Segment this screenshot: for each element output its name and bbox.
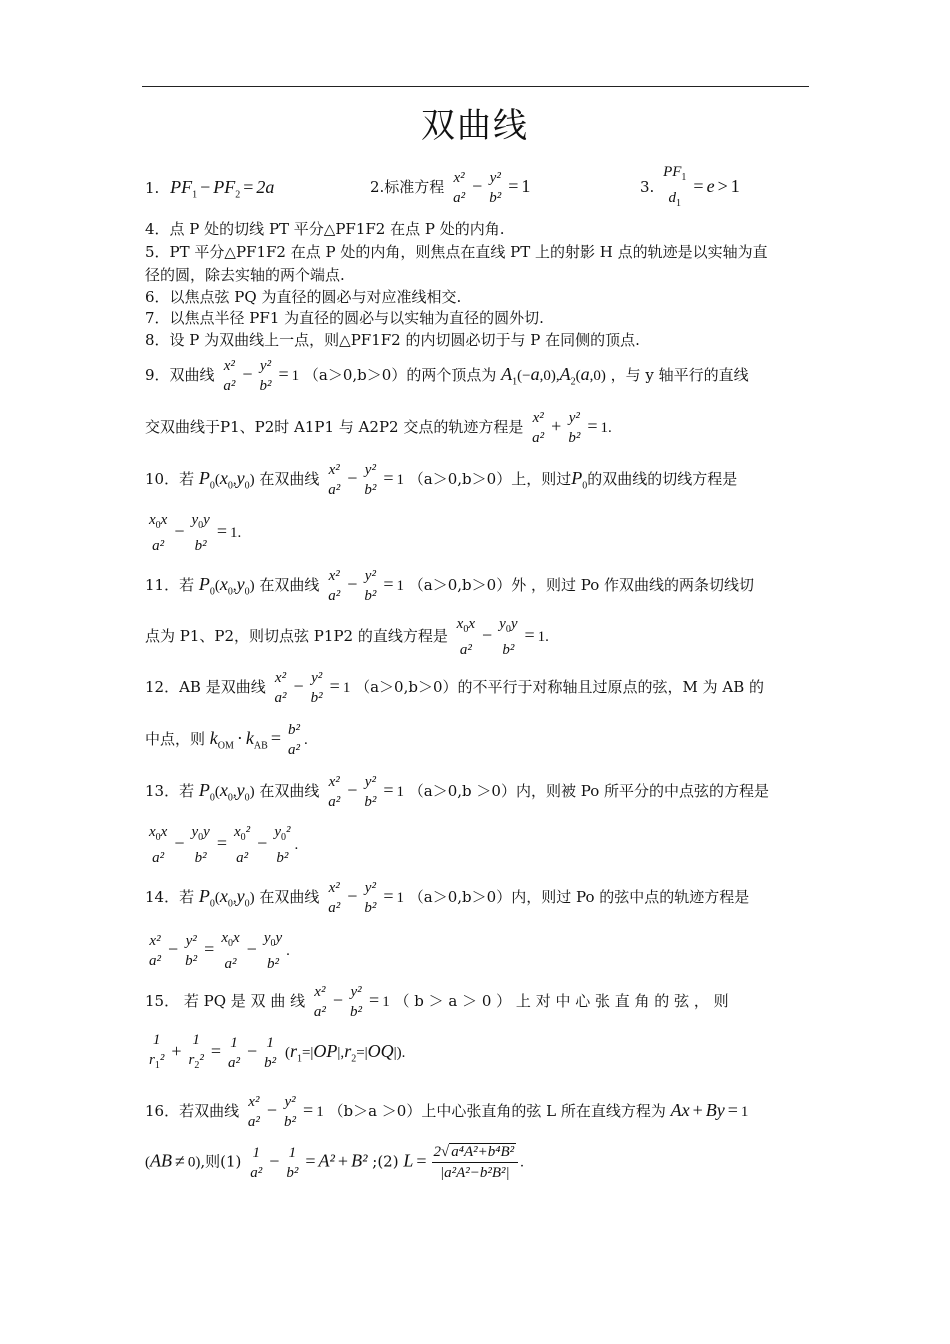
item-15-eq: 1 $r_1^2$ + 1 $r_2^2$ = 1 a² − 1 b² $(r_1=|OP|,r_2=|OQ|)$. <box>149 1032 406 1071</box>
item-5b: 径的圆，除去实轴的两个端点. <box>145 266 345 284</box>
item-10-eq: $x_0x$ a² − $y_0y$ b² = 1. <box>149 512 242 554</box>
item-4: 4．点 P 处的切线 PT 平分△PF1F2 在点 P 处的内角. <box>145 220 505 238</box>
item-11: 11．若 $P_0(x_0,y_0)$ 在双曲线 x² a² − y² b² = 1 （a＞0,b＞0）外 ，则过 Po 作双曲线的两条切线切 <box>145 568 755 604</box>
item-11b: 点为 P1、P2，则切点弦 P1P2 的直线方程是 $x_0x$ a² − $y_0y$ b² = 1. <box>145 616 549 658</box>
item-14-eq: x² a² − y² b² = $x_0x$ a² − $y_0y$ b² . <box>149 930 290 972</box>
item-16b: (AB ≠ 0),则(1) 1 a² − 1 b² = A² + B² ;(2) L = $\frac{\text{2√ a⁴A²+b⁴B²}}{\text{|a²A²−b²B²|}}$ . <box>145 1144 524 1181</box>
item-12: 12．AB 是双曲线 x² a² − y² b² = 1 （a＞0,b＞0）的不平行于对称轴且过原点的弦，M 为 AB 的 <box>145 670 765 706</box>
item-2: 2.标准方程 x² a² − y² b² = 1 <box>370 170 531 206</box>
item-9b: 交双曲线于P1、P2时 A1P1 与 A2P2 交点的轨迹方程是 x² a² + y² b² = 1. <box>145 410 612 446</box>
item-13-eq: $x_0x$ a² − $y_0y$ b² = $x_0^2$ a² − $y_0^2$ b² . <box>149 824 299 866</box>
item-3: 3. $PF_1$ $d_1$ = e > 1 <box>640 164 740 209</box>
item-5a: 5．PT 平分△PF1F2 在点 P 处的内角，则焦点在直线 PT 上的射影 H 点的轨迹是以实轴为直 <box>145 243 768 261</box>
item-9a: 9．双曲线 x² a² − y² b² = 1 （a＞0,b＞0）的两个顶点为 $A_1(-a,0),A_2(a,0)$ ，与 y 轴平行的直线 <box>145 358 749 394</box>
item-14: 14．若 $P_0(x_0,y_0)$ 在双曲线 x² a² − y² b² = 1 （a＞0,b＞0）内，则过 Po 的弦中点的轨迹方程是 <box>145 880 750 916</box>
item-7: 7．以焦点半径 PF1 为直径的圆必与以实轴为直径的圆外切. <box>145 309 544 327</box>
item-16: 16．若双曲线 x² a² − y² b² = 1 （b＞a ＞0）上中心张直角的弦 L 所在直线方程为 Ax + By = 1 <box>145 1094 749 1130</box>
item-1: 1. $PF_1 - PF_2 = 2a$ <box>145 177 275 201</box>
item-12b: 中点，则 $k_{OM} \cdot k_{AB}$ = b² a² . <box>145 722 308 758</box>
item-15: 15． 若 PQ 是 双 曲 线 x² a² − y² b² = 1 （ b ＞ a ＞ 0 ） 上 对 中 心 张 直 角 的 弦 ， 则 <box>145 984 729 1020</box>
top-rule <box>142 86 809 87</box>
item-13: 13．若 $P_0(x_0,y_0)$ 在双曲线 x² a² − y² b² = 1 （a＞0,b ＞0）内，则被 Po 所平分的中点弦的方程是 <box>145 774 770 810</box>
item-8: 8．设 P 为双曲线上一点，则△PF1F2 的内切圆必切于与 P 在同侧的顶点. <box>145 331 640 349</box>
page-title: 双曲线 <box>421 106 529 146</box>
item-6: 6．以焦点弦 PQ 为直径的圆必与对应准线相交. <box>145 288 462 306</box>
item-10: 10．若 $P_0(x_0,y_0)$ 在双曲线 x² a² − y² b² = 1 （a＞0,b＞0）上，则过$P_0$的双曲线的切线方程是 <box>145 462 738 498</box>
